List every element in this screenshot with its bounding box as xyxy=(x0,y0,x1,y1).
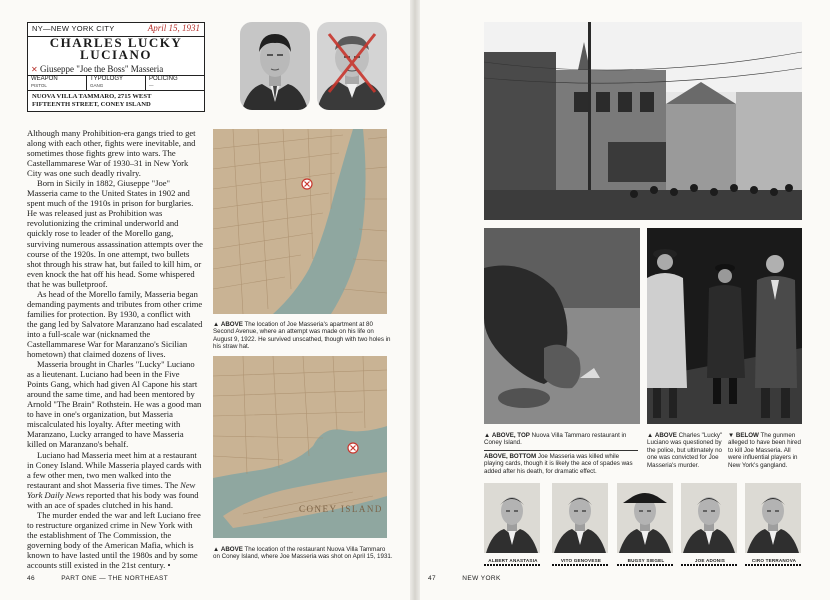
barcode-strip xyxy=(617,564,673,566)
barcode-strip xyxy=(745,564,801,566)
mugshot-label xyxy=(617,556,673,566)
caption-text: Charles "Lucky" Luciano was questioned by the police, but ultimately no one was convicted for Joe Masseria's murder. xyxy=(647,432,723,469)
photo-crime-scene xyxy=(484,228,640,424)
map-manhattan xyxy=(213,129,387,314)
mugshot-name: ALBERT ANASTASIA xyxy=(488,558,538,563)
mugshot-name: BUGSY SIEGEL xyxy=(627,558,665,563)
caption-luciano xyxy=(647,432,723,469)
caption-lead: ABOVE xyxy=(220,546,243,553)
book-gutter xyxy=(410,0,420,600)
portrait-luciano-photo xyxy=(240,22,310,110)
article-paragraph: Born in Sicily in 1882, Giuseppe "Joe" Masseria came to the United States in 1902 and spent much of the 1910s in prison for burglaries. He was released just as Prohibition was revolutionizing the criminal underworld and quickly rose to leader of the Morello gang, surviving numerous assassination attempts over the course of the 1920s. In one attempt, two bullets shot through his straw hat, but failed to kill him, or even knock the hat off his head. Some whispered that he was bulletproof. xyxy=(27,178,203,289)
article-paragraph: Although many Prohibition-era gangs tried to get along with each other, fights were inevitable, and sometimes those fights grew into wars. The Castellammarese War of 1930–31 in New York City was one such deadly rivalry. xyxy=(27,128,196,179)
portrait-masseria-photo xyxy=(317,22,387,110)
mugshot-photo xyxy=(745,483,801,553)
case-location: NY—NEW YORK CITY xyxy=(32,24,115,33)
caption-map1 xyxy=(213,321,393,351)
caption-text: The location of the restaurant Nuova Villa Tammaro on Coney Island, where Joe Masseria was shot on April 15, 1931. xyxy=(213,546,393,561)
article-paragraph: The murder ended the war and left Luciano free to restructure organized crime in New York with the establishment of The Commission, the governing body of the American Mafia, which is known to have lasted until the 1980s and by some accounts still existed in the 21st century. • xyxy=(27,509,201,571)
caption-divider xyxy=(484,450,638,451)
mugshot-photo xyxy=(681,483,737,553)
case-file-box xyxy=(27,22,205,112)
case-field-value: PISTOL xyxy=(31,83,47,88)
article-body xyxy=(27,128,203,570)
map-area-label: CONEY ISLAND xyxy=(299,504,383,514)
mugshot-name: JOE ADONIS xyxy=(694,558,726,563)
photo-restaurant-graphic xyxy=(484,22,802,220)
case-field-value: GANG xyxy=(90,83,104,88)
cross-icon: ✕ xyxy=(31,65,38,74)
map-coney-island xyxy=(213,356,387,538)
case-address-line: NUOVA VILLA TAMMARO, 2715 WEST xyxy=(32,93,152,100)
mugshot-label xyxy=(552,556,608,566)
mugshot-name: CIRO TERRANOVA xyxy=(751,558,797,563)
article-paragraph: As head of the Morello family, Masseria began demanding payments and tributes from other crime families for protection. By 1930, a conflict with the gang led by Salvatore Maranzano had escalated into a full-scale war (nicknamed the Castellammarese War for Maranzano's Sicilian hometown) that claimed dozens of lives. xyxy=(27,288,203,360)
caption-text: Nuova Villa Tammaro restaurant in Coney Island. xyxy=(484,432,627,447)
mugshot-label xyxy=(745,556,801,566)
portrait-luciano xyxy=(240,22,310,110)
caption-marker-icon: ▲ xyxy=(213,546,220,553)
caption-text: The location of Joe Masseria's apartment at 80 Second Avenue, where an attempt was made on his life on August 9, 1922. He survived unscathed, though with two holes in his straw hat. xyxy=(213,321,391,351)
photo-luciano-graphic xyxy=(647,228,802,424)
caption-marker-icon: ▲ xyxy=(647,432,654,439)
caption-gunmen xyxy=(728,432,804,469)
folio-right xyxy=(428,575,501,582)
folio-left xyxy=(27,575,168,582)
map-coney-island-graphic xyxy=(213,356,387,538)
caption-text: Joe Masseria was killed while playing cards, though it is likely the ace of spades was added after his death, for dramatic effect. xyxy=(484,453,633,475)
portrait-masseria xyxy=(317,22,387,110)
caption-lead: BELOW xyxy=(735,432,759,439)
caption-lead: ABOVE, TOP xyxy=(491,432,530,439)
mugshot-label xyxy=(484,556,540,566)
case-field-label: WEAPON xyxy=(31,76,58,82)
article-paragraph: Luciano had Masseria meet him at a restaurant in Coney Island. While Masseria played cards with a few other men, two men walked into the restaurant and shot Masseria five times. The New York Daily News reported that his body was found with an ace of spades clutched in his hand. xyxy=(27,449,202,510)
case-field-label: TYPOLOGY xyxy=(90,76,124,82)
barcode-strip xyxy=(484,564,540,566)
newspaper-name: New York Daily News xyxy=(27,479,196,500)
running-footer: NEW YORK xyxy=(462,575,501,582)
case-victim-name: Giuseppe "Joe the Boss" Masseria xyxy=(39,64,164,74)
caption-map2 xyxy=(213,546,393,561)
case-field-weapon xyxy=(28,76,87,90)
caption-lead: ABOVE xyxy=(654,432,677,439)
case-field-typology xyxy=(87,76,146,90)
case-field-policing xyxy=(146,76,204,90)
caption-right-top xyxy=(484,432,638,447)
running-footer: PART ONE — THE NORTHEAST xyxy=(61,575,169,582)
caption-marker-icon: ▼ xyxy=(728,432,735,439)
photo-luciano-escorted xyxy=(647,228,802,424)
photo-crime-scene-graphic xyxy=(484,228,640,424)
caption-lead: ABOVE, BOTTOM xyxy=(484,453,537,460)
caption-marker-icon: ▲ xyxy=(213,321,220,328)
barcode-strip xyxy=(681,564,737,566)
article-paragraph: Masseria brought in Charles "Lucky" Luciano as a lieutenant. Luciano had been in the Five Points Gang, which had given Al Capone his start around the same time, and had been mentored by Arnold "The Brain" Rothstein. He was a good man to have in one's organization, but Masseria miscalculated his loyalty. After meeting with Maranzano, Lucky arranged to have Masseria killed on Maranzano's behalf. xyxy=(27,359,202,450)
photo-restaurant-exterior xyxy=(484,22,802,220)
map-manhattan-graphic xyxy=(213,129,387,314)
case-field-label: POLICING xyxy=(149,76,178,82)
page-number: 46 xyxy=(27,575,36,582)
mugshot-label xyxy=(681,556,737,566)
caption-right-bottom xyxy=(484,453,638,475)
mugshot-photo xyxy=(484,483,540,553)
page-number: 47 xyxy=(428,575,437,582)
mugshot-photo xyxy=(617,483,673,553)
case-date: April 15, 1931 xyxy=(147,23,200,33)
case-victim xyxy=(31,64,163,74)
case-address-line: FIFTEENTH STREET, CONEY ISLAND xyxy=(32,101,151,108)
case-fields xyxy=(28,75,204,91)
mugshot-photo xyxy=(552,483,608,553)
case-field-value: — xyxy=(149,83,154,88)
barcode-strip xyxy=(552,564,608,566)
caption-text: The gunmen alleged to have been hired to kill Joe Masseria. All were influential players in New York's gangland. xyxy=(728,432,801,469)
caption-lead: ABOVE xyxy=(220,321,243,328)
caption-marker-icon: ▲ xyxy=(484,432,491,439)
mugshot-name: VITO GENOVESE xyxy=(560,558,602,563)
case-address xyxy=(32,93,200,109)
case-title: CHARLES LUCKY LUCIANO xyxy=(49,35,183,62)
